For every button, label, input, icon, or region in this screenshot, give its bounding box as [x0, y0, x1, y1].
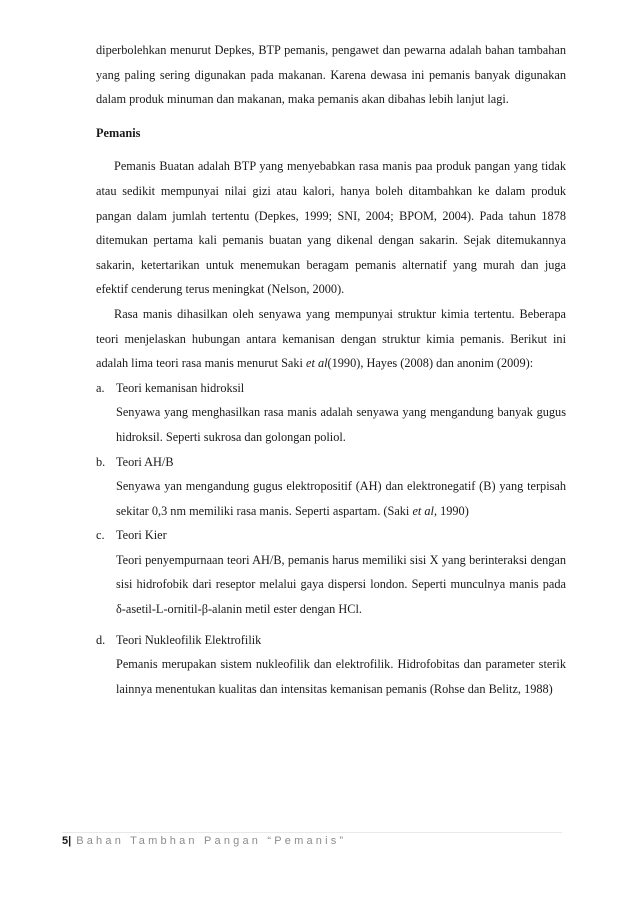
list-marker: c.	[96, 528, 105, 543]
list-marker: b.	[96, 454, 106, 469]
list-marker: a.	[96, 380, 105, 395]
theory-body-text: 1990)	[437, 503, 469, 518]
footer-divider	[62, 832, 562, 833]
paragraph-sweet-taste-theories	[96, 302, 566, 376]
page-footer	[62, 835, 346, 847]
theory-body-text: Senyawa yan mengandung gugus elektropositif (AH) dan elektronegatif (B) yang terpisah sekitar 0,3 nm memiliki rasa manis. Seperti aspartam. (Saki	[116, 479, 566, 518]
page-content	[96, 38, 566, 701]
paragraph-text: (1990), Hayes (2008) dan anonim (2009):	[327, 356, 534, 371]
page-number: 5	[62, 835, 69, 847]
theory-title: Teori Nukleofilik Elektrofilik	[116, 632, 262, 647]
theory-list	[96, 376, 566, 702]
intro-paragraph: diperbolehkan menurut Depkes, BTP pemanis, pengawet dan pewarna adalah bahan tambahan yang paling sering digunakan pada makanan. Karena dewasa ini pemanis banyak digunakan dalam produk minuman dan makanan, maka pemanis akan dibahas lebih lanjut lagi.	[96, 43, 566, 107]
theory-body: Senyawa yang menghasilkan rasa manis adalah senyawa yang mengandung banyak gugus hidroksil. Seperti sukrosa dan golongan poliol.	[116, 405, 566, 444]
theory-body: Teori penyempurnaan teori AH/B, pemanis harus memiliki sisi X yang berinteraksi dengan sisi hidrofobik dari reseptor melalui gaya dispersi london. Seperti munculnya manis pada δ-asetil-L-ornitil-β-alanin metil ester dengan HCl.	[116, 552, 566, 617]
theory-title: Teori Kier	[116, 528, 167, 543]
paragraph-artificial-sweetener: Pemanis Buatan adalah BTP yang menyebabkan rasa manis paa produk pangan yang tidak atau sedikit mempunyai nilai gizi atau kalori, hanya boleh ditambahkan ke dalam produk pangan dalam jumlah tertentu (Depkes, 1999; SNI, 2004; BPOM, 2004). Pada tahun 1878 ditemukan pertama kali pemanis buatan yang dikenal dengan sakarin. Sejak ditemukannya sakarin, ketertarikan untuk menemukan beragam pemanis alternatif yang murah dan juga efektif cenderung terus meningkat (Nelson, 2000).	[96, 159, 566, 297]
section-heading: Pemanis	[96, 125, 141, 140]
theory-body: Pemanis merupakan sistem nukleofilik dan elektrofilik. Hidrofobitas dan parameter sterik lainnya menentukan kualitas dan intensitas kemanisan pemanis (Rohse dan Belitz, 1988)	[116, 657, 566, 696]
list-item-theory-a	[96, 376, 566, 450]
list-item-theory-b	[96, 450, 566, 524]
running-title: Bahan Tambhan Pangan “Pemanis”	[76, 835, 347, 847]
list-item-theory-d	[96, 628, 566, 702]
theory-title: Teori AH/B	[116, 454, 174, 469]
list-marker: d.	[96, 632, 106, 647]
theory-body	[116, 474, 566, 523]
citation-et-al: et al,	[412, 503, 438, 518]
theory-title: Teori kemanisan hidroksil	[116, 380, 245, 395]
citation-et-al: et al	[306, 356, 328, 371]
footer-separator: |	[68, 835, 72, 847]
list-item-theory-c	[96, 523, 566, 621]
paragraph-text: Rasa manis dihasilkan oleh senyawa yang mempunyai struktur kimia tertentu. Beberapa teori menjelaskan hubungan antara kemanisan dengan struktur kimia pemanis. Berikut ini adalah lima teori rasa manis menurut Saki	[96, 306, 566, 371]
